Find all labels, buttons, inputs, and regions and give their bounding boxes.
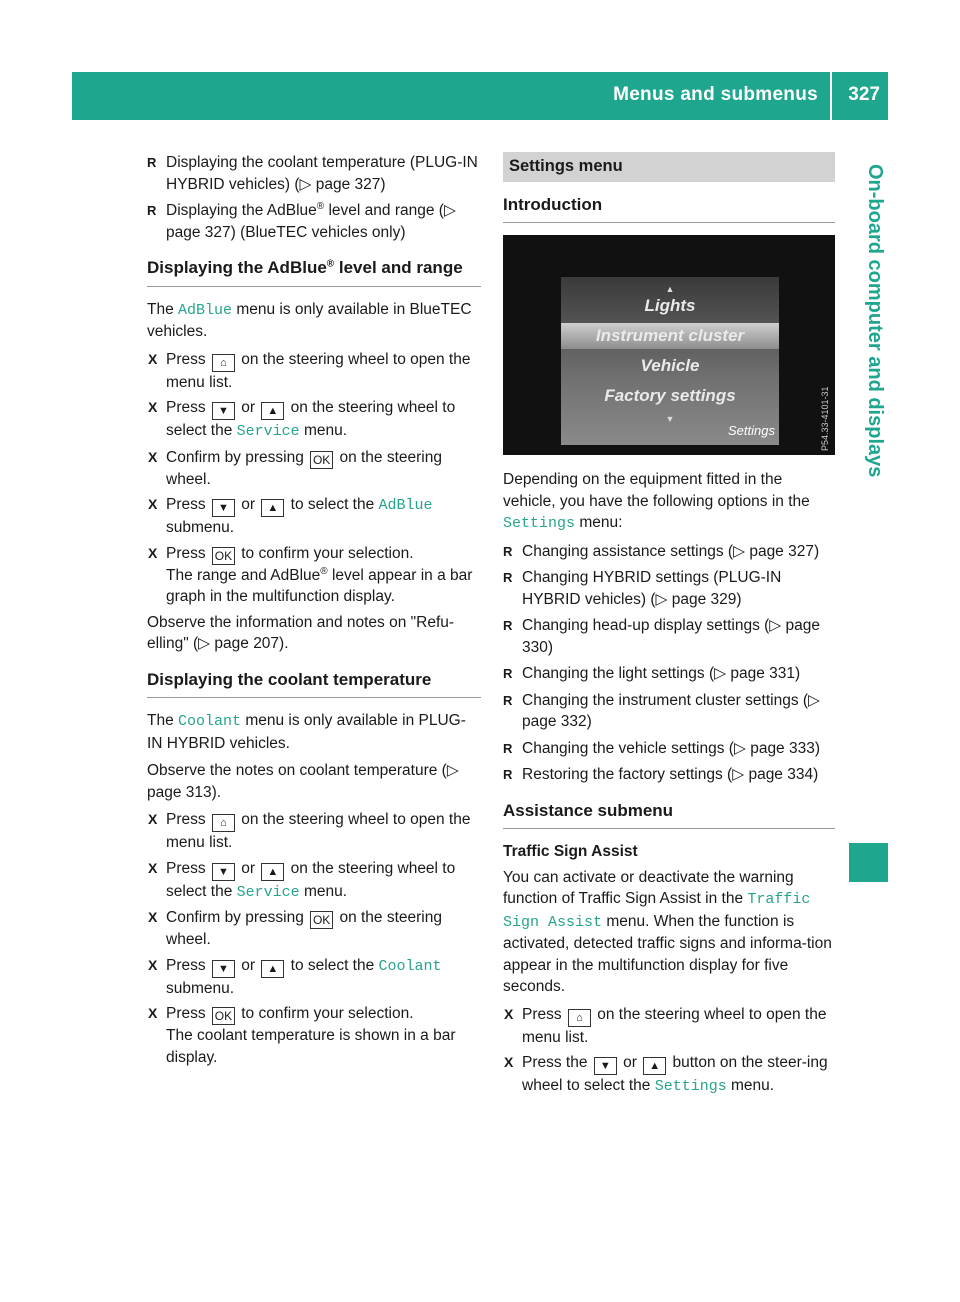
step-item: X Press ⌂ on the steering wheel to open the menu list. <box>147 809 481 854</box>
display-footer-label: Settings <box>728 422 775 438</box>
list-item: R Displaying the AdBlue® level and range (▷ page 327) (BlueTEC vehicles only) <box>147 200 481 243</box>
right-column <box>503 152 835 1102</box>
image-code: P54.33-4101-31 <box>820 386 830 451</box>
left-column <box>147 152 481 1072</box>
display-item-instrument-cluster: Instrument cluster <box>595 326 745 345</box>
page-ref-arrow-icon: ▷ <box>733 739 746 757</box>
coolant-observe: Observe the notes on coolant temperature (▷ page 313). <box>147 762 459 801</box>
page-ref-arrow-icon: ▷ <box>198 635 211 652</box>
home-key-icon: ⌂ <box>568 1009 591 1027</box>
step-item: X Confirm by pressing OK on the steering wheel. <box>147 447 481 491</box>
page-number: 327 <box>848 84 880 105</box>
page-ref-arrow-icon: ▷ <box>808 691 820 709</box>
traffic-sign-text: You can activate or deactivate the warning function of Traffic Sign Assist in the Traffic Sign Assist menu. When the function is activated, detected traffic signs and informa-tion appear in the multifunction display for five seconds. <box>503 868 832 995</box>
page-ref-arrow-icon: ▷ <box>714 665 727 682</box>
up-key-icon: ▲ <box>261 960 284 978</box>
list-item: R Displaying the coolant temperature (PLUG-IN HYBRID vehicles) (▷ page 327) <box>147 152 481 195</box>
step-item: X Press ▼ or ▲ on the steering wheel to select the Service menu. <box>147 397 481 443</box>
list-item: R Restoring the factory settings (▷ page 334) <box>503 764 835 786</box>
home-key-icon: ⌂ <box>212 814 235 832</box>
settings-menu-section: Settings menu <box>503 152 835 182</box>
page-ref-arrow-icon: ▷ <box>769 617 782 634</box>
options-intro: Depending on the equipment fitted in the vehicle, you have the following options in the Settings menu: <box>503 471 810 532</box>
down-key-icon: ▼ <box>212 402 235 420</box>
page-ref-arrow-icon: ▷ <box>299 175 312 193</box>
list-item: R Changing head-up display settings (▷ page 330) <box>503 615 835 658</box>
step-item: X Press ▼ or ▲ to select the Coolant submenu. <box>147 955 481 1000</box>
step-item: X Press ▼ or ▲ on the steering wheel to select the Service menu. <box>147 858 481 904</box>
traffic-sign-heading: Traffic Sign Assist <box>503 843 638 860</box>
up-key-icon: ▲ <box>261 402 284 420</box>
header-bar <box>72 72 888 120</box>
page-ref-arrow-icon: ▷ <box>732 766 745 783</box>
scroll-down-icon: ▼ <box>665 414 675 424</box>
down-key-icon: ▼ <box>594 1057 617 1075</box>
chapter-tab-label: On-board computer and displays <box>864 164 886 478</box>
adblue-intro: The AdBlue menu is only available in BlueTEC vehicles. <box>147 300 472 340</box>
assistance-heading: Assistance submenu <box>503 800 835 830</box>
display-menu <box>561 277 779 445</box>
list-item: R Changing assistance settings (▷ page 327) <box>503 541 835 563</box>
scroll-up-icon: ▲ <box>665 284 675 294</box>
header-separator <box>830 72 832 120</box>
ok-key-icon: OK <box>212 547 235 565</box>
list-item: R Changing the vehicle settings (▷ page 333) <box>503 738 835 760</box>
down-key-icon: ▼ <box>212 863 235 881</box>
ok-key-icon: OK <box>310 451 333 469</box>
step-item: X Press ⌂ on the steering wheel to open the menu list. <box>503 1004 835 1049</box>
list-item: R Changing the light settings (▷ page 331) <box>503 663 835 685</box>
page-ref-arrow-icon: ▷ <box>655 590 668 608</box>
chapter-marker <box>849 843 888 882</box>
step-item: X Press OK to confirm your selection. The coolant temperature is shown in a bar display. <box>147 1003 481 1068</box>
down-key-icon: ▼ <box>212 499 235 517</box>
display-item-lights: Lights <box>644 296 696 315</box>
page-ref-arrow-icon: ▷ <box>443 202 456 219</box>
up-key-icon: ▲ <box>261 499 284 517</box>
list-item: R Changing HYBRID settings (PLUG-IN HYBRID vehicles) (▷ page 329) <box>503 567 835 610</box>
list-item: R Changing the instrument cluster settings (▷ page 332) <box>503 690 835 733</box>
coolant-heading: Displaying the coolant temperature <box>147 669 481 699</box>
chapter-tab <box>862 164 888 724</box>
introduction-heading: Introduction <box>503 194 835 224</box>
display-item-vehicle: Vehicle <box>640 356 700 375</box>
step-item: X Confirm by pressing OK on the steering wheel. <box>147 907 481 951</box>
up-key-icon: ▲ <box>643 1057 666 1075</box>
section-title: Menus and submenus <box>613 84 818 105</box>
up-key-icon: ▲ <box>261 863 284 881</box>
page-ref-arrow-icon: ▷ <box>733 542 746 560</box>
down-key-icon: ▼ <box>212 960 235 978</box>
page-ref-arrow-icon: ▷ <box>446 762 459 779</box>
step-item: X Press OK to confirm your selection. The range and AdBlue® level appear in a bar graph in the multifunction display. <box>147 543 481 608</box>
coolant-intro: The Coolant menu is only available in PLUG-IN HYBRID vehicles. <box>147 712 466 752</box>
ok-key-icon: OK <box>310 911 333 929</box>
display-screenshot <box>503 235 835 455</box>
display-item-factory-settings: Factory settings <box>604 386 736 405</box>
step-item: X Press ⌂ on the steering wheel to open the menu list. <box>147 349 481 394</box>
home-key-icon: ⌂ <box>212 354 235 372</box>
step-item: X Press the ▼ or ▲ button on the steer-ing wheel to select the Settings menu. <box>503 1052 835 1098</box>
step-item: X Press ▼ or ▲ to select the AdBlue submenu. <box>147 494 481 539</box>
ok-key-icon: OK <box>212 1007 235 1025</box>
adblue-observe: Observe the information and notes on "Refu-elling" (▷ page 207). <box>147 613 455 652</box>
adblue-heading: Displaying the AdBlue® level and range <box>147 257 481 287</box>
